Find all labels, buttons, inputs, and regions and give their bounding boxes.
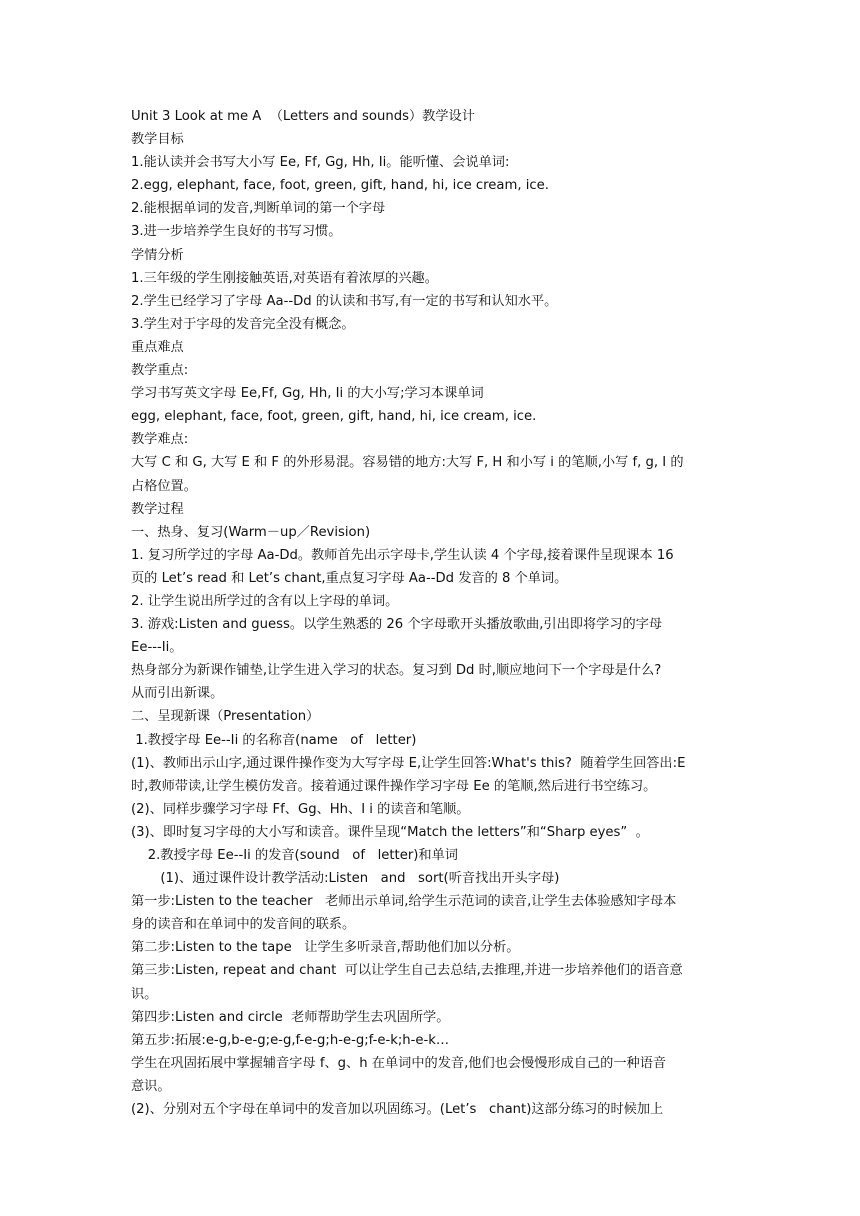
difficulties-text: 大写 C 和 G, 大写 E 和 F 的外形易混。容易错的地方:大写 F, H 和小写 i 的笔顺,小写 f, g, I 的: [131, 455, 684, 471]
sub-1-heading: 1.教授字母 Ee--Ii 的名称音(name of letter): [131, 732, 417, 748]
section-heading-objectives: 教学目标: [131, 132, 184, 148]
step-fifth: 第五步:拓展:e-g,b-e-g;e-g,f-e-g;h-e-g;f-e-k;h-e-k…: [131, 1032, 450, 1048]
document-body: [131, 105, 731, 1121]
consolidation-text: 学生在巩固拓展中掌握辅音字母 f、g、h 在单词中的发音,他们也会慢慢形成自己的一种语音: [131, 1055, 667, 1071]
sub-1-item-2: (2)、同样步骤学习字母 Ff、Gg、Hh、I i 的读音和笔顺。: [131, 801, 470, 817]
step-fourth: 第四步:Listen and circle 老师帮助学生去巩固所学。: [131, 1009, 450, 1025]
section-heading-analysis: 学情分析: [131, 247, 184, 263]
analysis-1: 1.三年级的学生刚接触英语,对英语有着浓厚的兴趣。: [131, 270, 438, 286]
objective-3: 3.进一步培养学生良好的书写习惯。: [131, 224, 342, 240]
part-1-heading: 一、热身、复习(Warm－up／Revision): [131, 524, 371, 540]
key-points-words: egg, elephant, face, foot, green, gift, hand, hi, ice cream, ice.: [131, 409, 537, 425]
step-third-cont: 识。: [131, 986, 158, 1002]
sub-1-item-1-cont: 时,教师带读,让学生模仿发音。接着通过课件操作学习字母 Ee 的笔顺,然后进行书空练习。: [131, 778, 657, 794]
key-points-text: 学习书写英文字母 Ee,Ff, Gg, Hh, Ii 的大小写;学习本课单词: [131, 386, 484, 402]
step-1-text-cont: 页的 Let’s read 和 Let’s chant,重点复习字母 Aa--Dd 发音的 8 个单词。: [131, 570, 568, 586]
objective-1-words: 2.egg, elephant, face, foot, green, gift, hand, hi, ice cream, ice.: [131, 178, 549, 194]
objective-1: 1.能认读并会书写大小写 Ee, Ff, Gg, Hh, Ii。能听懂、会说单词:: [131, 155, 510, 171]
sub-1-item-1: (1)、教师出示山字,通过课件操作变为大写字母 E,让学生回答:What's this? 随着学生回答出:E: [131, 755, 686, 771]
analysis-2: 2.学生已经学习了字母 Aa--Dd 的认读和书写,有一定的书写和认知水平。: [131, 293, 558, 309]
subheading-key-points: 教学重点:: [131, 363, 189, 379]
step-first: 第一步:Listen to the teacher 老师出示单词,给学生示范词的读音,让学生去体验感知字母本: [131, 894, 677, 910]
step-third: 第三步:Listen, repeat and chant 可以让学生自己去总结,去推理,并进一步培养他们的语音意: [131, 963, 683, 979]
sub-2-heading: 2.教授字母 Ee--Ii 的发音(sound of letter)和单词: [131, 848, 458, 863]
step-2-text: 2. 让学生说出所学过的含有以上字母的单词。: [131, 593, 399, 609]
step-second: 第二步:Listen to the tape 让学生多听录音,帮助他们加以分析。: [131, 940, 520, 956]
step-3-text-cont: Ee---Ii。: [131, 640, 183, 656]
warmup-summary-cont: 从而引出新课。: [131, 686, 224, 702]
step-first-cont: 身的读音和在单词中的发音间的联系。: [131, 917, 356, 933]
section-heading-key-points: 重点难点: [131, 339, 184, 355]
difficulties-text-cont: 占格位置。: [131, 478, 197, 494]
section-heading-process: 教学过程: [131, 501, 184, 517]
doc-title: Unit 3 Look at me A （Letters and sounds）教学设计: [131, 109, 475, 124]
sub-2-item-2: (2)、分别对五个字母在单词中的发音加以巩固练习。(Let’s chant)这部分练习的时候加上: [131, 1102, 664, 1118]
warmup-summary: 热身部分为新课作铺垫,让学生进入学习的状态。复习到 Dd 时,顺应地问下一个字母是什么?: [131, 663, 662, 679]
analysis-3: 3.学生对于字母的发音完全没有概念。: [131, 316, 355, 332]
step-3-text: 3. 游戏:Listen and guess。以学生熟悉的 26 个字母歌开头播放歌曲,引出即将学习的字母: [131, 617, 663, 633]
part-2-heading: 二、呈现新课（Presentation）: [131, 709, 320, 725]
sub-1-item-3: (3)、即时复习字母的大小写和读音。课件呈现“Match the letters”和“Sharp eyes” 。: [131, 824, 649, 840]
sub-2-item-1: (1)、通过课件设计教学活动:Listen and sort(听音找出开头字母): [131, 871, 560, 887]
consolidation-text-cont: 意识。: [131, 1078, 171, 1094]
subheading-difficulties: 教学难点:: [131, 432, 189, 448]
step-1-text: 1. 复习所学过的字母 Aa-Dd。教师首先出示字母卡,学生认读 4 个字母,接着课件呈现课本 16: [131, 547, 674, 563]
objective-2: 2.能根据单词的发音,判断单词的第一个字母: [131, 201, 386, 217]
